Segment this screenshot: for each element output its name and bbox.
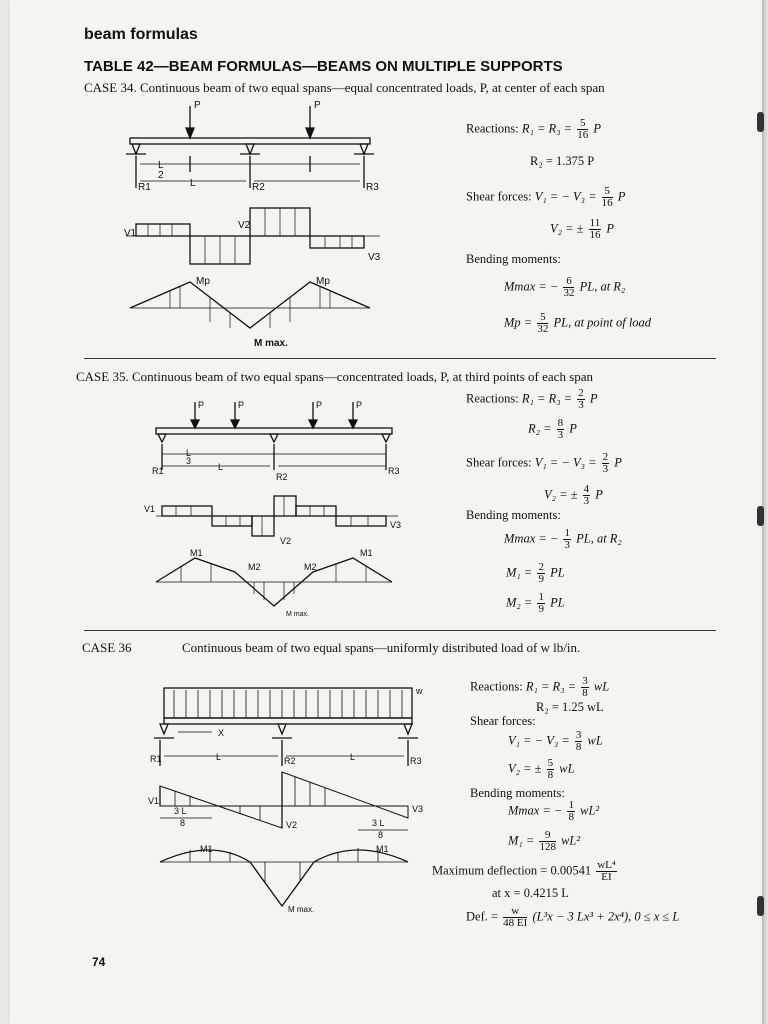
case36-v3: V3	[412, 804, 424, 814]
case34-two-label: 2	[158, 170, 164, 181]
binder-hole	[757, 506, 764, 526]
case36-span-2: L	[350, 752, 356, 762]
case35-diagram	[136, 398, 416, 622]
case35-reactions: Reactions: R₁ = R₃ = $\frac{2}{3}$ P	[466, 387, 598, 411]
case35-load-1: P	[198, 400, 205, 410]
case36-8-b: 8	[378, 830, 384, 840]
case35-title: CASE 35. Continuous beam of two equal spans—concentrated loads, P, at third points of each span	[76, 369, 594, 384]
case35-m1: M₁ = $\frac{2}{9}$ PL	[506, 561, 565, 585]
case34-bending-label: Bending moments:	[466, 252, 561, 266]
case36-m1-a: M1	[200, 844, 213, 854]
case36-v1: V1	[148, 796, 160, 806]
case34-v2: V₂ = ± $\frac{11}{16}$ P	[550, 217, 615, 241]
case35-three-label: 3	[186, 456, 192, 466]
case34-diagram	[110, 96, 410, 356]
page-number: 74	[92, 955, 106, 969]
case35-m1-a: M1	[190, 548, 203, 558]
case36-m1-b: M1	[376, 844, 389, 854]
case36-shear-label: Shear forces:	[470, 714, 536, 728]
divider	[84, 630, 716, 631]
case34-mp: Mp = $\frac{5}{32}$ PL, at point of load	[504, 311, 652, 335]
case35-third-label: L	[186, 448, 192, 458]
case34-r2: R₂ = 1.375 P	[530, 154, 595, 168]
case36-3l-b: 3 L	[372, 818, 385, 828]
case36-bending-label: Bending moments:	[470, 786, 565, 800]
case35-m2-b: M2	[304, 562, 317, 572]
binder-hole	[757, 112, 764, 132]
case35-v3: V3	[390, 520, 402, 530]
case36-deflection: Maximum deflection = 0.00541 $\frac{\text{wL⁴}}{EI}$	[432, 859, 616, 883]
case35-mmax: Mmax = − $\frac{1}{3}$ PL, at R₂	[504, 527, 622, 551]
case35-load-3: P	[316, 400, 323, 410]
case34-span-label: L	[190, 178, 196, 189]
case34-v1-label: V1	[124, 228, 137, 239]
case36-at-x: at x = 0.4215 L	[492, 886, 569, 900]
table-title: TABLE 42—BEAM FORMULAS—BEAMS ON MULTIPLE SUPPORTS	[84, 58, 563, 75]
case35-m1-b: M1	[360, 548, 373, 558]
case36-r2: R₂ = 1.25 wL	[536, 700, 604, 714]
case34-mmax-label: M max.	[254, 338, 288, 349]
case36-r2: R2	[284, 756, 296, 766]
case35-v2: V₂ = ± $\frac{4}{3}$ P	[544, 483, 603, 507]
case35-r2: R2	[276, 472, 288, 482]
case34-load-label-1: P	[194, 100, 201, 111]
binder-hole	[757, 896, 764, 916]
case36-w-label: w	[416, 686, 423, 696]
case35-m2: M₂ = $\frac{1}{9}$ PL	[506, 591, 565, 615]
case35-r1: R1	[152, 466, 164, 476]
case35-mmax: M max.	[286, 611, 309, 618]
case35-shear: Shear forces: V₁ = − V₃ = $\frac{2}{3}$ P	[466, 451, 622, 475]
case36-r3: R3	[410, 756, 422, 766]
case34-v3-label: V3	[368, 252, 381, 263]
case34-mp-label-2: Mp	[316, 276, 330, 287]
case36-mmax: Mmax = − $\frac{1}{8}$ wL²	[508, 799, 600, 823]
page	[10, 0, 762, 1024]
fraction: $\frac{5}{16}$	[577, 117, 589, 141]
case35-span-label: L	[218, 462, 224, 472]
case35-v1: V1	[144, 504, 156, 514]
case36-number: CASE 36	[82, 640, 132, 655]
case36-reactions: Reactions: R₁ = R₃ = $\frac{3}{8}$ wL	[470, 675, 610, 699]
case34-mp-label-1: Mp	[196, 276, 210, 287]
case35-load-4: P	[356, 400, 363, 410]
case36-def: Def. = $\frac{w}{48 EI}$ (L³x − 3 Lx³ + 2x⁴), 0 ≤ x ≤ L	[466, 905, 680, 929]
case36-span-1: L	[216, 752, 222, 762]
case34-reactions: Reactions: R₁ = R₃ = $\frac{5}{16}$ P	[466, 117, 601, 141]
case34-mmax: Mmax = − $\frac{6}{32}$ PL, at R₂	[504, 275, 626, 299]
case36-x-label: X	[218, 728, 225, 738]
case35-load-2: P	[238, 400, 245, 410]
case34-v2-label: V2	[238, 220, 251, 231]
case35-r3: R3	[388, 466, 400, 476]
case34-r1-label: R1	[138, 182, 151, 193]
case34-shear: Shear forces: V₁ = − V₃ = $\frac{5}{16}$ P	[466, 185, 626, 209]
case34-half-label: L	[158, 160, 164, 171]
case36-r1: R1	[150, 754, 162, 764]
section-header: beam formulas	[84, 26, 198, 43]
divider	[84, 358, 716, 359]
case34-r2-label: R2	[252, 182, 265, 193]
case36-title: Continuous beam of two equal spans—uniformly distributed load of w lb/in.	[182, 640, 581, 655]
case34-r3-label: R3	[366, 182, 379, 193]
case36-diagram	[130, 680, 430, 920]
case35-v2: V2	[280, 536, 292, 546]
case35-m2-a: M2	[248, 562, 261, 572]
case34-load-label-2: P	[314, 100, 321, 111]
case36-v13: V₁ = − V₃ = $\frac{3}{8}$ wL	[508, 729, 603, 753]
case36-8-a: 8	[180, 818, 186, 828]
case36-mmax: M max.	[288, 905, 315, 914]
case36-m1: M₁ = $\frac{9}{128}$ wL²	[508, 829, 581, 853]
case35-bending-label: Bending moments:	[466, 508, 561, 522]
case35-r2: R₂ = $\frac{8}{3}$ P	[528, 417, 577, 441]
case36-3l-a: 3 L	[174, 806, 187, 816]
case36-v2: V₂ = ± $\frac{5}{8}$ wL	[508, 757, 575, 781]
case34-title: CASE 34. Continuous beam of two equal spans—equal concentrated loads, P, at center of each span	[84, 80, 605, 95]
case36-v2: V2	[286, 820, 298, 830]
